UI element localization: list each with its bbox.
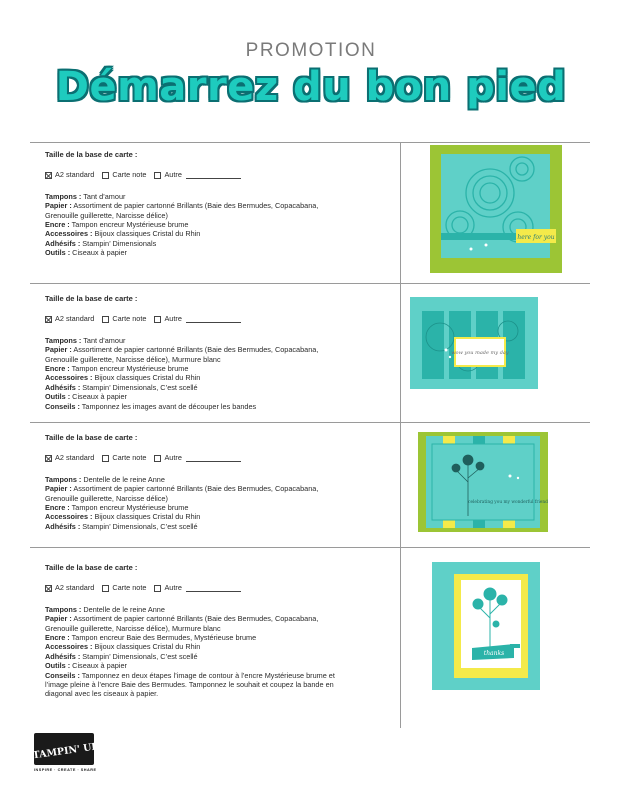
supply-key: Accessoires : bbox=[45, 642, 93, 652]
page-header bbox=[0, 40, 622, 110]
note-card-checkbox[interactable] bbox=[102, 583, 146, 592]
supply-line bbox=[45, 220, 390, 229]
supply-value: Tampon encreur Mystérieuse brume bbox=[69, 220, 189, 230]
other-size-blank[interactable] bbox=[186, 455, 241, 462]
supply-key: Conseils : bbox=[45, 670, 80, 680]
supply-key: Papier : bbox=[45, 614, 72, 624]
other-size-checkbox[interactable] bbox=[154, 314, 240, 323]
supply-value: Stampin’ Dimensionals bbox=[80, 238, 157, 248]
supply-key: Tampons : bbox=[45, 335, 82, 345]
card-section-2 bbox=[45, 294, 390, 411]
card-strip bbox=[422, 311, 444, 379]
option-label: Autre bbox=[164, 583, 182, 593]
supply-key: Conseils : bbox=[45, 401, 80, 411]
supply-value: Tampon encreur Mystérieuse brume bbox=[69, 503, 189, 513]
option-label: Carte note bbox=[112, 170, 147, 180]
divider bbox=[30, 547, 590, 548]
card-image-3 bbox=[418, 432, 548, 532]
supply-value: Stampin’ Dimensionals, C’est scellé bbox=[80, 521, 198, 531]
card-section-4 bbox=[45, 563, 390, 699]
supply-key: Tampons : bbox=[45, 191, 82, 201]
supply-value: Assortiment de papier cartonné Brillants (Baie des Bermudes, Copacabana, bbox=[71, 201, 319, 211]
supply-line bbox=[45, 383, 390, 392]
supply-value: Stampin’ Dimensionals, C’est scellé bbox=[80, 651, 198, 661]
card-sentiment: here for you bbox=[517, 234, 555, 241]
supply-line bbox=[45, 373, 390, 382]
supply-line bbox=[45, 336, 390, 345]
supply-key: Encre : bbox=[45, 364, 70, 374]
card-size-label: Taille de la base de carte : bbox=[45, 563, 138, 572]
note-card-checkbox[interactable] bbox=[102, 170, 146, 179]
supply-line bbox=[45, 484, 390, 493]
empty-box-icon bbox=[102, 455, 109, 462]
supply-value: Grenouille guillerette, Narcisse délice) bbox=[45, 493, 168, 503]
supply-line bbox=[45, 402, 390, 411]
supply-value: Grenouille guillerette, Narcisse délice), Murmure blanc bbox=[45, 354, 221, 364]
supply-value: Tampon encreur Mystérieuse brume bbox=[69, 364, 189, 374]
supply-value: Ciseaux à papier bbox=[70, 248, 127, 258]
supply-key: Tampons : bbox=[45, 474, 82, 484]
option-label: A2 standard bbox=[55, 583, 95, 593]
supply-line bbox=[45, 248, 390, 257]
rhinestone bbox=[445, 349, 448, 352]
option-label: Carte note bbox=[112, 583, 147, 593]
supply-value: Tant d’amour bbox=[81, 335, 126, 345]
other-size-blank[interactable] bbox=[186, 316, 241, 323]
supply-value: Bijoux classiques Cristal du Rhin bbox=[92, 642, 201, 652]
supply-line bbox=[45, 392, 390, 401]
supply-line bbox=[45, 671, 390, 680]
card-size-options bbox=[45, 583, 390, 592]
supply-line bbox=[45, 239, 390, 248]
card-section-1 bbox=[45, 150, 390, 258]
card-size-options bbox=[45, 170, 390, 179]
column-divider bbox=[400, 143, 401, 728]
checked-box-icon bbox=[45, 455, 52, 462]
supply-key: Encre : bbox=[45, 503, 70, 513]
card-size-options bbox=[45, 314, 390, 323]
supply-line bbox=[45, 689, 390, 698]
checked-box-icon bbox=[45, 316, 52, 323]
empty-box-icon bbox=[102, 585, 109, 592]
card-size-label: Taille de la base de carte : bbox=[45, 150, 138, 159]
card-sentiment: wow you made my day bbox=[451, 350, 509, 356]
supply-line bbox=[45, 192, 390, 201]
supply-line bbox=[45, 494, 390, 503]
supply-line bbox=[45, 355, 390, 364]
supply-key: Encre : bbox=[45, 633, 70, 643]
rhinestone bbox=[509, 475, 512, 478]
supply-value: diagonal avec les ciseaux à papier. bbox=[45, 689, 159, 699]
a2-standard-checkbox[interactable] bbox=[45, 453, 94, 462]
supply-key: Outils : bbox=[45, 392, 71, 402]
supply-value: Ciseaux à papier bbox=[70, 392, 127, 402]
card-sentiment: celebrating you my wonderful friend bbox=[468, 500, 548, 505]
supply-value: Grenouille guillerette, Narcisse délice), Murmure blanc bbox=[45, 623, 221, 633]
empty-box-icon bbox=[154, 172, 161, 179]
supply-line bbox=[45, 614, 390, 623]
supply-value: Bijoux classiques Cristal du Rhin bbox=[92, 229, 201, 239]
checked-box-icon bbox=[45, 585, 52, 592]
supply-value: Assortiment de papier cartonné Brillants (Baie des Bermudes, Copacabana, bbox=[71, 345, 319, 355]
supply-line bbox=[45, 201, 390, 210]
supply-line bbox=[45, 512, 390, 521]
supply-value: Tampon encreur Baie des Bermudes, Mystérieuse brume bbox=[69, 633, 257, 643]
supply-key: Outils : bbox=[45, 248, 71, 258]
supply-line bbox=[45, 642, 390, 651]
ribbon-band bbox=[510, 644, 520, 648]
checked-box-icon bbox=[45, 172, 52, 179]
option-label: Autre bbox=[164, 170, 182, 180]
option-label: Autre bbox=[164, 453, 182, 463]
card-size-options bbox=[45, 453, 390, 462]
supply-line bbox=[45, 345, 390, 354]
page-title: Démarrez du bon pied bbox=[55, 64, 567, 110]
supply-key: Adhésifs : bbox=[45, 521, 81, 531]
a2-standard-checkbox[interactable] bbox=[45, 583, 94, 592]
divider bbox=[30, 283, 590, 284]
divider bbox=[30, 422, 590, 423]
supply-line bbox=[45, 633, 390, 642]
card-sentiment: thanks bbox=[483, 650, 505, 657]
a2-standard-checkbox[interactable] bbox=[45, 314, 94, 323]
promotion-kicker: PROMOTION bbox=[245, 40, 377, 61]
stampin-up-logo bbox=[25, 733, 104, 765]
supply-line bbox=[45, 229, 390, 238]
empty-box-icon bbox=[154, 455, 161, 462]
supply-line bbox=[45, 211, 390, 220]
card-size-label: Taille de la base de carte : bbox=[45, 433, 138, 442]
rhinestone bbox=[485, 244, 488, 247]
supply-value: Tamponnez les images avant de découper les bandes bbox=[79, 401, 257, 411]
supply-key: Adhésifs : bbox=[45, 238, 81, 248]
option-label: Autre bbox=[164, 314, 182, 324]
supply-key: Tampons : bbox=[45, 604, 82, 614]
other-size-blank[interactable] bbox=[186, 585, 241, 592]
logo-wordmark: STAMPIN' UP! bbox=[25, 740, 104, 763]
other-size-checkbox[interactable] bbox=[154, 453, 240, 462]
supply-value: Assortiment de papier cartonné Brillants (Baie des Bermudes, Copacabana, bbox=[71, 484, 319, 494]
supply-value: Tamponnez en deux étapes l’image de contour à l’encre Mystérieuse brume et bbox=[79, 670, 335, 680]
supply-key: Accessoires : bbox=[45, 229, 93, 239]
supply-value: Grenouille guillerette, Narcisse délice) bbox=[45, 210, 168, 220]
option-label: Carte note bbox=[112, 314, 147, 324]
empty-box-icon bbox=[102, 316, 109, 323]
supply-key: Papier : bbox=[45, 484, 72, 494]
other-size-checkbox[interactable] bbox=[154, 583, 240, 592]
supply-line bbox=[45, 624, 390, 633]
supply-line bbox=[45, 475, 390, 484]
supply-value: Bijoux classiques Cristal du Rhin bbox=[92, 373, 201, 383]
supply-line bbox=[45, 503, 390, 512]
supply-line bbox=[45, 652, 390, 661]
supply-value: Ciseaux à papier bbox=[70, 661, 127, 671]
rhinestone bbox=[517, 477, 519, 479]
supply-value: Assortiment de papier cartonné Brillants (Baie des Bermudes, Copacabana, bbox=[71, 614, 319, 624]
supply-value: Dentelle de le reine Anne bbox=[81, 604, 165, 614]
supply-value: Tant d’amour bbox=[81, 191, 126, 201]
supply-key: Adhésifs : bbox=[45, 651, 81, 661]
supply-line bbox=[45, 680, 390, 689]
empty-box-icon bbox=[102, 172, 109, 179]
option-label: A2 standard bbox=[55, 314, 95, 324]
empty-box-icon bbox=[154, 316, 161, 323]
rhinestone bbox=[449, 356, 451, 358]
card-image-4 bbox=[432, 562, 540, 690]
supply-key: Outils : bbox=[45, 661, 71, 671]
supply-value: Dentelle de le reine Anne bbox=[81, 474, 165, 484]
supply-key: Accessoires : bbox=[45, 512, 93, 522]
supply-line bbox=[45, 364, 390, 373]
rhinestone bbox=[470, 248, 473, 251]
card-image-1 bbox=[430, 145, 562, 273]
note-card-checkbox[interactable] bbox=[102, 453, 146, 462]
note-card-checkbox[interactable] bbox=[102, 314, 146, 323]
empty-box-icon bbox=[154, 585, 161, 592]
logo-tagline: INSPIRE · CREATE · SHARE bbox=[34, 768, 97, 772]
option-label: Carte note bbox=[112, 453, 147, 463]
supply-line bbox=[45, 605, 390, 614]
supply-key: Papier : bbox=[45, 345, 72, 355]
other-size-blank[interactable] bbox=[186, 172, 241, 179]
supply-key: Encre : bbox=[45, 220, 70, 230]
a2-standard-checkbox[interactable] bbox=[45, 170, 94, 179]
supply-key: Papier : bbox=[45, 201, 72, 211]
supply-line bbox=[45, 661, 390, 670]
card-size-label: Taille de la base de carte : bbox=[45, 294, 138, 303]
option-label: A2 standard bbox=[55, 170, 95, 180]
card-image-2 bbox=[410, 297, 538, 389]
supply-value: Bijoux classiques Cristal du Rhin bbox=[92, 512, 201, 522]
supply-line bbox=[45, 522, 390, 531]
divider bbox=[30, 142, 590, 143]
supply-key: Adhésifs : bbox=[45, 382, 81, 392]
card-section-3 bbox=[45, 433, 390, 531]
supply-key: Accessoires : bbox=[45, 373, 93, 383]
other-size-checkbox[interactable] bbox=[154, 170, 240, 179]
supply-value: Stampin’ Dimensionals, C’est scellé bbox=[80, 382, 198, 392]
supply-value: l’image pleine à l’encre Baie des Bermudes. Tamponnez le souhait et coupez la bande en bbox=[45, 680, 334, 690]
option-label: A2 standard bbox=[55, 453, 95, 463]
